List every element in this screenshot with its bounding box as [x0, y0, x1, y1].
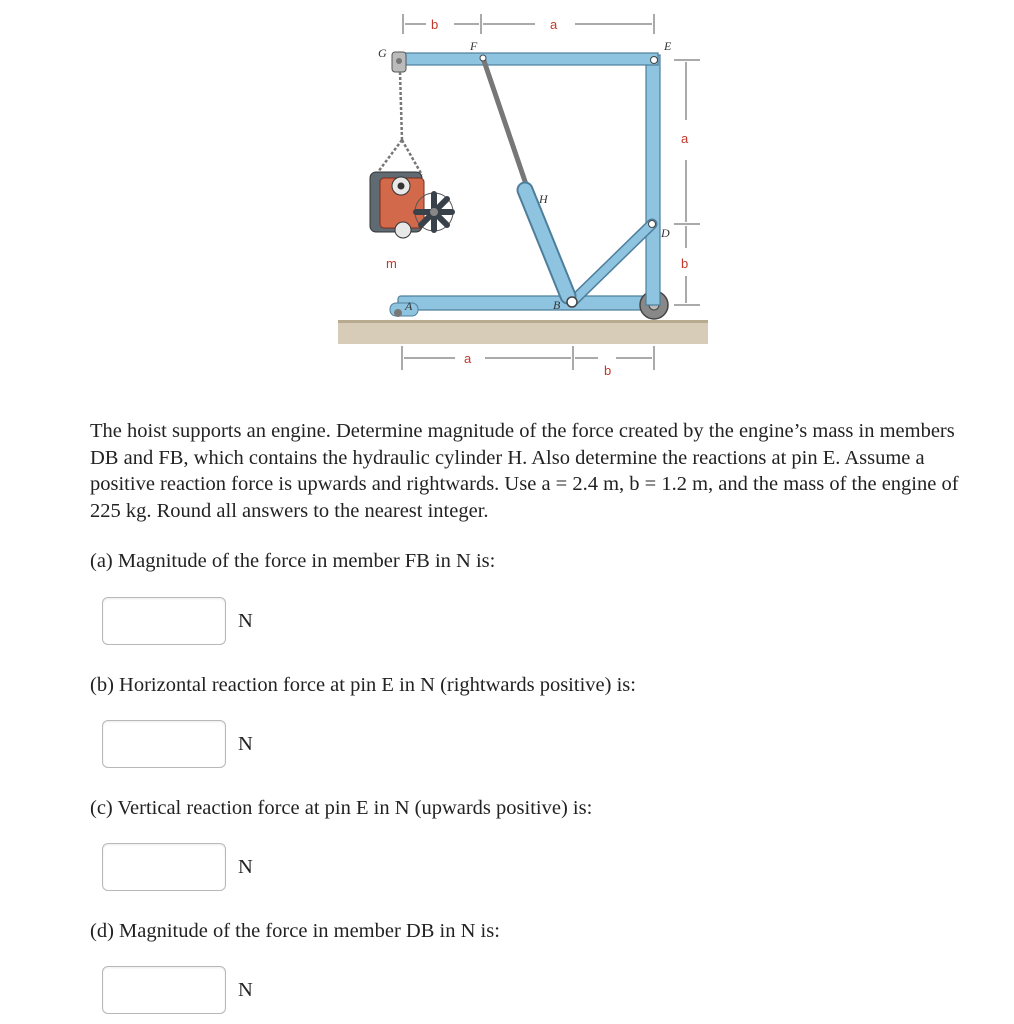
top-b-label: b — [431, 17, 439, 32]
piston-rod — [483, 58, 530, 196]
question-a-label: (a) Magnitude of the force in member FB in N is: — [90, 550, 496, 572]
question-d-label: (d) Magnitude of the force in member DB in N is: — [90, 920, 500, 942]
bottom-b-label: b — [604, 363, 612, 378]
answer-b-unit: N — [238, 733, 253, 755]
top-a-label: a — [550, 17, 558, 32]
label-a: A — [405, 299, 413, 313]
answer-a-input[interactable] — [102, 597, 226, 645]
right-b-label: b — [681, 256, 689, 271]
label-f: F — [470, 39, 478, 53]
bottom-a-label: a — [464, 351, 472, 366]
label-b: B — [553, 298, 561, 312]
question-b-label: (b) Horizontal reaction force at pin E in N (rightwards positive) is: — [90, 674, 636, 696]
chain — [378, 72, 422, 175]
label-g: G — [378, 46, 387, 60]
answer-d-input[interactable] — [102, 966, 226, 1014]
answer-c-input[interactable] — [102, 843, 226, 891]
bottom-dimension — [402, 346, 654, 370]
answer-d-unit: N — [238, 979, 253, 1001]
top-boom — [400, 53, 658, 65]
question-c-label: (c) Vertical reaction force at pin E in N (upwards positive) is: — [90, 797, 593, 819]
label-d: D — [661, 226, 670, 240]
answer-b-input[interactable] — [102, 720, 226, 768]
hoist-diagram — [330, 0, 710, 385]
top-dimension — [403, 14, 654, 34]
ground — [338, 322, 708, 344]
base-member — [398, 296, 660, 310]
vertical-post — [646, 55, 660, 305]
right-a-label: a — [681, 131, 689, 146]
answer-c-unit: N — [238, 856, 253, 878]
engine — [370, 172, 453, 238]
label-e: E — [664, 39, 672, 53]
label-h: H — [539, 192, 548, 206]
label-m: m — [386, 256, 397, 271]
answer-a-unit: N — [238, 610, 253, 632]
problem-statement: The hoist supports an engine. Determine magnitude of the force created by the engine’s mass in members DB and FB, which contains the hydraulic cylinder H. Also determine the reactions at pin E. Assume a positive reaction force is upwards and rightwards. Use a = 2.4 m, b = 1.2 m, and the mass of the engine of 225 kg. Round all answers to the nearest integer. — [90, 420, 959, 522]
